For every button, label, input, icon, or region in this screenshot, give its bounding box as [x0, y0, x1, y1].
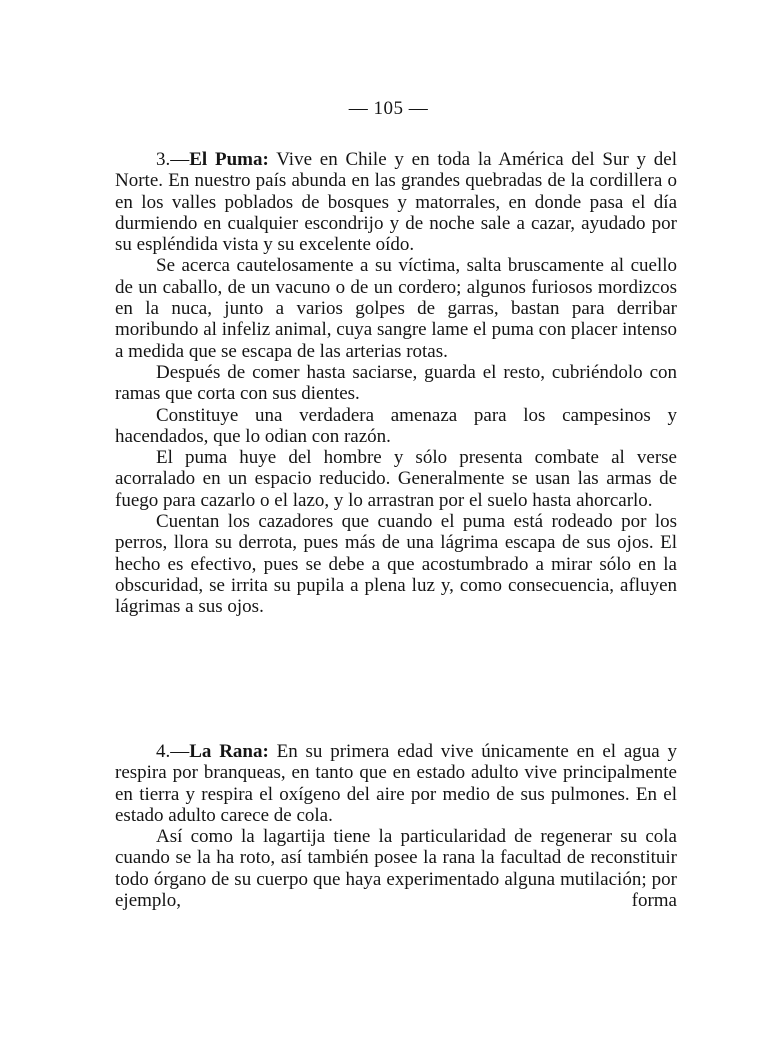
paragraph: Después de comer hasta saciarse, guarda el resto, cubriéndolo con ramas que corta con sus dientes.	[115, 361, 677, 405]
section-number: 3.—	[156, 149, 190, 170]
section-title: La Rana:	[189, 741, 269, 762]
paragraph: Se acerca cautelosamente a su víctima, salta bruscamente al cuello de un caballo, de un vacuno o de un cordero; algunos furiosos mordizcos en la nuca, junto a varios golpes de garras, bastan para derribar moribundo al infeliz animal, cuya sangre lame el puma con placer intenso a medida que se escapa de las arterias rotas.	[115, 255, 677, 362]
section-rana	[115, 741, 677, 911]
paragraph: El puma huye del hombre y sólo presenta combate al verse acorralado en un espacio reducido. Generalmente se usan las armas de fuego para cazarlo o el lazo, y lo arrastran por el suelo hasta ahorcarlo.	[115, 447, 677, 511]
paragraph-text: Vive en Chile y en toda la América del Sur y del Norte. En nuestro país abunda en las grandes quebradas de la cordillera o en los valles poblados de bosques y matorrales, en donde pasa el día durmiendo en cualquier escondrijo y de noche sale a cazar, ayudado por su espléndida vista y su excelente oído.	[115, 149, 678, 256]
page-number: — 105 —	[348, 98, 429, 119]
paragraph: Así como la lagartija tiene la particularidad de regenerar su cola cuando se la ha roto, así también posee la rana la facultad de reconstituir todo órgano de su cuerpo que haya experimentado alguna mutilación; por ejemplo, forma	[115, 826, 677, 912]
paragraph-rana-intro	[115, 741, 677, 826]
paragraph-text: En su primera edad vive únicamente en el agua y respira por branqueas, en tanto que en estado adulto vive principalmente en tierra y respira el oxígeno del aire por medio de sus pulmones. En el estado adulto carece de cola.	[115, 741, 677, 826]
paragraph-puma-intro	[115, 149, 677, 255]
section-title: El Puma:	[189, 149, 269, 170]
section-puma	[115, 149, 677, 618]
paragraph: Cuentan los cazadores que cuando el puma está rodeado por los perros, llora su derrota, pues más de una lágrima escapa de sus ojos. El hecho es efectivo, pues se debe a que acostumbrado a mirar sólo en la obscuridad, se irrita su pupila a plena luz y, como consecuencia, afluyen lágrimas a sus ojos.	[115, 511, 677, 618]
section-number: 4.—	[156, 741, 190, 762]
paragraph: Constituye una verdadera amenaza para los campesinos y hacendados, que lo odian con razón.	[115, 404, 677, 447]
